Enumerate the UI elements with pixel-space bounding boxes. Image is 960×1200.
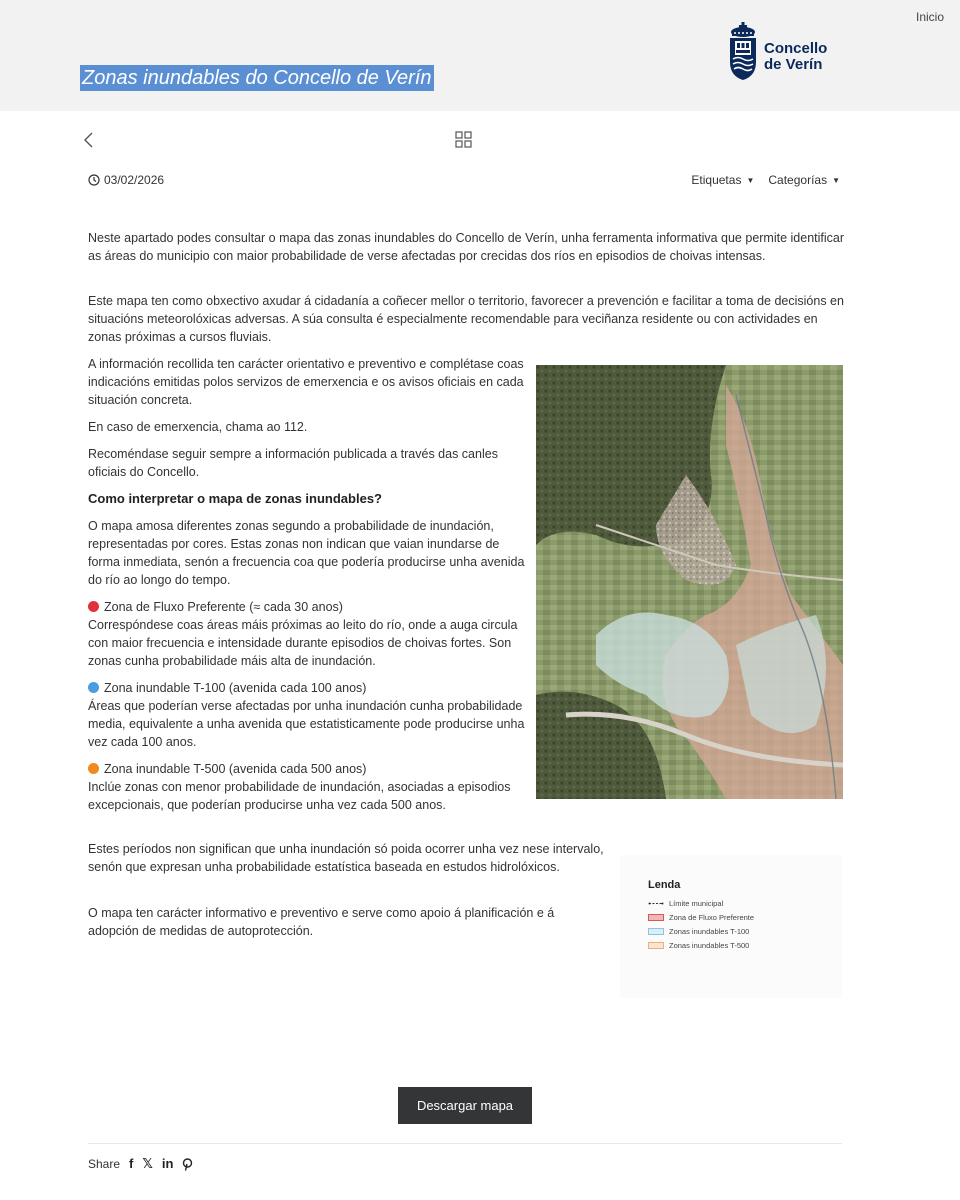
paragraph-orientative: A información recollida ten carácter orientativo e preventivo e complétase coas indicacións emitidas polos servizos de emerxencia e os avisos oficiais en cada situación concreta. bbox=[88, 357, 524, 407]
legend-title: Lenda bbox=[648, 879, 681, 891]
legend-item bbox=[648, 899, 723, 908]
paragraph-emergency: En caso de emerxencia, chama ao 112. bbox=[88, 420, 308, 434]
red-dot-icon bbox=[88, 601, 99, 612]
boundary-line-icon bbox=[648, 900, 664, 907]
download-map-button[interactable]: Descargar mapa bbox=[398, 1087, 532, 1124]
orange-swatch-icon bbox=[648, 942, 664, 949]
zone-item bbox=[88, 760, 528, 814]
blue-swatch-icon bbox=[648, 928, 664, 935]
publish-date bbox=[88, 173, 164, 187]
flood-zone-map bbox=[536, 365, 843, 799]
paragraph-map-explanation: O mapa amosa diferentes zonas segundo a probabilidade de inundación, representadas por cores. Estas zonas non indican que vaian inundarse de forma inmediata, senón a frecuencia coa que podería producirse unha avenida do río ao longo do tempo. bbox=[88, 519, 525, 587]
zone-title: Zona inundable T-500 (avenida cada 500 anos) bbox=[104, 762, 367, 776]
paragraph-official-channels: Recoméndase seguir sempre a información publicada a través das canles oficiais do Concello. bbox=[88, 447, 498, 479]
map-legend bbox=[620, 855, 842, 998]
clock-icon bbox=[88, 174, 100, 186]
legend-item-label: Zona de Fluxo Preferente bbox=[669, 913, 755, 922]
logo-line-1: Concello bbox=[764, 40, 828, 57]
zone-description: Inclúe zonas con menor probabilidade de inundación, asociadas a episodios excepcionais, que poderían producirse unha vez cada 500 anos. bbox=[88, 780, 511, 812]
zone-title: Zona inundable T-100 (avenida cada 100 anos) bbox=[104, 681, 367, 695]
categories-dropdown[interactable] bbox=[768, 173, 840, 187]
section-heading: Como interpretar o mapa de zonas inundables? bbox=[88, 491, 382, 506]
chevron-left-icon[interactable] bbox=[82, 131, 96, 149]
article-body bbox=[88, 355, 528, 823]
linkedin-icon[interactable]: in bbox=[161, 1156, 174, 1171]
legend-item-label: Zonas inundables T-100 bbox=[669, 927, 750, 936]
legend-item-label: Zonas inundables T-500 bbox=[669, 941, 750, 950]
share-bar bbox=[88, 1157, 193, 1171]
zone-description: Áreas que poderían verse afectadas por unha inundación cunha probabilidade media, equivalente a unha avenida que estatisticamente pode producirse unha vez cada 100 anos. bbox=[88, 699, 525, 749]
facebook-icon[interactable]: f bbox=[129, 1156, 134, 1171]
zone-item bbox=[88, 679, 528, 751]
share-label: Share bbox=[88, 1157, 121, 1171]
orange-dot-icon bbox=[88, 763, 99, 774]
zone-item bbox=[88, 598, 528, 670]
legend-item bbox=[648, 913, 754, 922]
red-swatch-icon bbox=[648, 914, 664, 921]
zone-description: Correspóndese coas áreas máis próximas ao leito do río, onde a auga circula con maior frecuencia e intensidade durante episodios de choivas fortes. Son zonas cunha probabilidade máis alta de inundación. bbox=[88, 618, 518, 668]
caret-down-icon: ▼ bbox=[746, 176, 755, 185]
paragraph-periods: Estes períodos non significan que unha inundación só poida ocorrer unha vez nese intervalo, senón que expresan unha probabilidade estatística baseada en estudos hidrolóxicos. bbox=[88, 842, 604, 874]
site-header bbox=[0, 0, 960, 111]
logo-line-2: de Verín bbox=[764, 56, 823, 73]
intro-paragraph-1: Neste apartado podes consultar o mapa das zonas inundables do Concello de Verín, unha ferramenta informativa que permite identificar as áreas do municipio con maior probabilidade de verse afectadas por crecidas dos ríos en episodios de choivas intensas. bbox=[88, 231, 845, 263]
coat-of-arms-icon bbox=[728, 22, 758, 82]
concello-logo[interactable] bbox=[728, 22, 848, 84]
caret-down-icon: ▼ bbox=[832, 176, 840, 185]
paragraph-purpose: O mapa ten carácter informativo e preventivo e serve como apoio á planificación e á adopción de medidas de autoprotección. bbox=[88, 906, 555, 938]
logo-text bbox=[764, 41, 827, 73]
categories-label: Categorías bbox=[768, 173, 828, 187]
pinterest-icon[interactable] bbox=[182, 1158, 193, 1171]
zone-title: Zona de Fluxo Preferente (≈ cada 30 anos) bbox=[104, 600, 343, 614]
tags-label: Etiquetas bbox=[691, 173, 742, 187]
post-filters bbox=[691, 173, 840, 187]
legend-item-label: Límite municipal bbox=[669, 899, 724, 908]
legend-item bbox=[648, 941, 749, 950]
divider bbox=[88, 1143, 842, 1144]
nav-link-inicio[interactable]: Inicio bbox=[915, 10, 944, 24]
page-title: Zonas inundables do Concello de Verín bbox=[82, 67, 432, 89]
blue-dot-icon bbox=[88, 682, 99, 693]
tags-dropdown[interactable] bbox=[691, 173, 754, 187]
x-twitter-icon[interactable]: 𝕏 bbox=[142, 1156, 153, 1171]
legend-item bbox=[648, 927, 749, 936]
grid-view-icon[interactable] bbox=[455, 131, 472, 148]
intro-paragraph-2: Este mapa ten como obxectivo axudar á cidadanía a coñecer mellor o territorio, favorecer a prevención e facilitar a toma de decisións en situacións meteorolóxicas adversas. A súa consulta é especialmente recomendable para veciñanza residente ou con actividades en zonas próximas a cursos fluviais. bbox=[88, 294, 844, 344]
date-text: 03/02/2026 bbox=[104, 173, 165, 187]
